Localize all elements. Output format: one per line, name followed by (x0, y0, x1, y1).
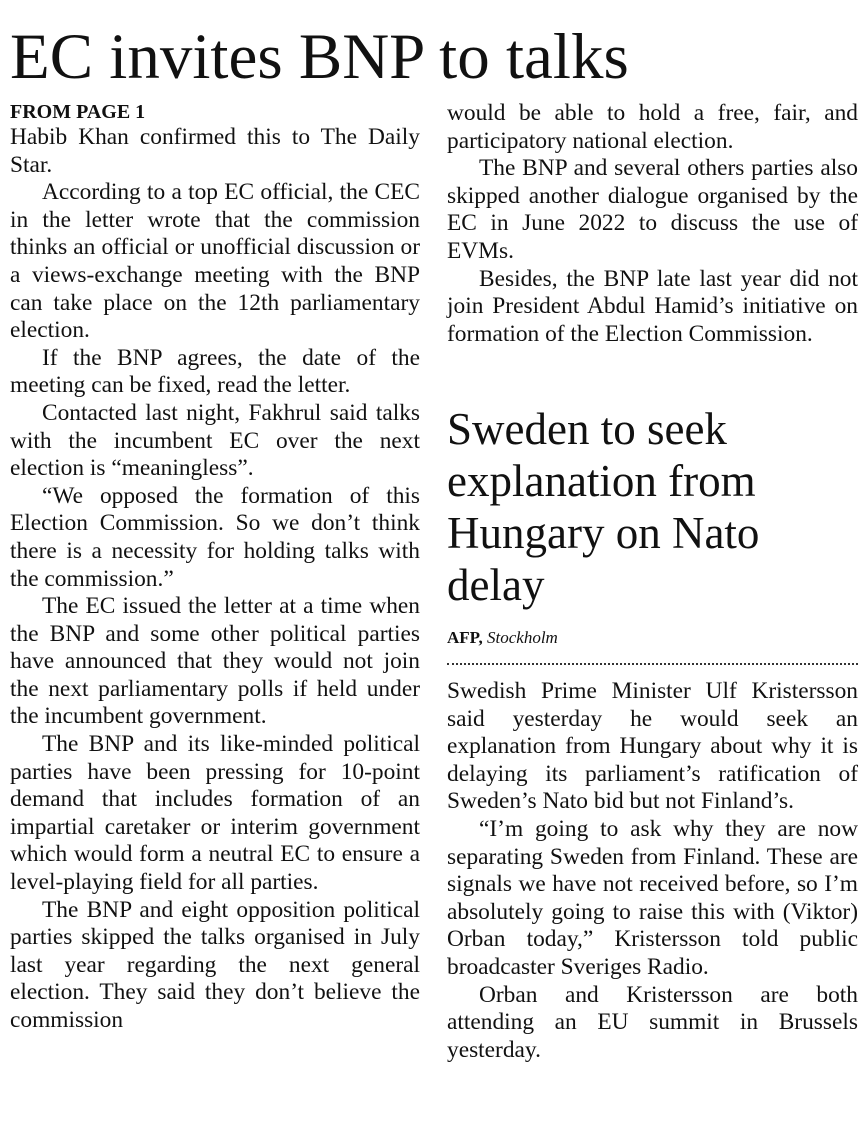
story1-continuation-paragraph: Besides, the BNP late last year did not join President Abdul Hamid’s initiative on formation of the Election Commission. (447, 265, 858, 347)
story1-paragraph: The BNP and its like-minded political parties have been pressing for 10-point demand that includes formation of an impartial caretaker or interim government which would form a neutral EC to ensure a level-playing field for all parties. (10, 731, 420, 896)
story1-paragraph: Habib Khan confirmed this to The Daily Star. (10, 124, 420, 178)
story2-headline: Sweden to seek explanation from Hungary on Nato delay (447, 404, 760, 610)
byline-place: Stockholm (487, 628, 558, 647)
story1-paragraph: If the BNP agrees, the date of the meeting can be fixed, read the letter. (10, 344, 420, 399)
story1-paragraph: “We opposed the formation of this Election Commission. So we don’t think there is a necessity for holding talks with the commission.” (10, 482, 420, 592)
story2-paragraph: Orban and Kristersson are both attending an EU summit in Brussels yesterday. (447, 981, 858, 1063)
story1-paragraph: According to a top EC official, the CEC in the letter wrote that the commission thinks an official or unofficial discussion or a views-exchange meeting with the BNP can take place on the 12th parliamentary election. (10, 179, 420, 344)
story1-continuation-paragraph: would be able to hold a free, fair, and participatory national election. (447, 100, 858, 154)
story1-paragraph: The EC issued the letter at a time when the BNP and some other political parties have announced that they would not join the next parliamentary polls if held under the incumbent government. (10, 593, 420, 730)
story1-paragraph: The BNP and eight opposition political parties skipped the talks organised in July last year regarding the next general election. They said they don’t believe the commission (10, 896, 420, 1033)
right-column (447, 100, 858, 1063)
story2-paragraph: Swedish Prime Minister Ulf Kristersson said yesterday he would seek an explanation from Hungary about why it is delaying its parliament’s ratification of Sweden’s Nato bid but not Finland’s. (447, 678, 858, 815)
kicker: FROM PAGE 1 (10, 101, 146, 123)
byline-agency: AFP, (447, 628, 483, 647)
story1-continuation-paragraph: The BNP and several others parties also skipped another dialogue organised by the EC in June 2022 to discuss the use of EVMs. (447, 155, 858, 264)
story2-paragraph: “I’m going to ask why they are now separating Sweden from Finland. These are signals we have not received before, so I’m absolutely going to raise this with (Viktor) Orban today,” Kristersson told public broadcaster Sveriges Radio. (447, 815, 858, 980)
main-headline: EC invites BNP to talks (10, 21, 629, 93)
story2-byline (447, 628, 558, 648)
story2-body (447, 678, 858, 1064)
story1-paragraph: Contacted last night, Fakhrul said talks with the incumbent EC over the next election is “meaningless”. (10, 399, 420, 482)
dotted-divider (447, 663, 858, 665)
story1-left-column (10, 100, 420, 1035)
